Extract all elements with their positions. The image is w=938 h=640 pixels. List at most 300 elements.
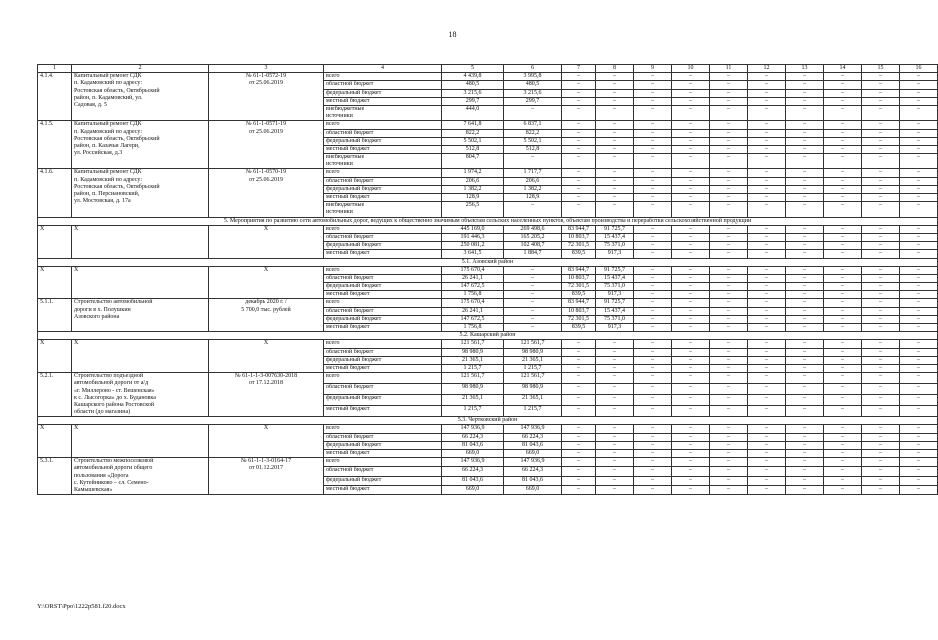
column-number: 3 bbox=[209, 65, 324, 73]
value-col11: – bbox=[710, 476, 748, 485]
value-col6: – bbox=[504, 105, 562, 120]
funding-source: местный бюджет bbox=[324, 291, 442, 299]
value-col10: – bbox=[672, 121, 710, 129]
value-col6: 1 215,7 bbox=[504, 406, 562, 417]
value-col8: – bbox=[596, 450, 634, 458]
funding-source: федеральный бюджет bbox=[324, 356, 442, 364]
value-col7: 10 803,7 bbox=[562, 307, 596, 315]
subsection-heading-title: 5.1. Азовский район bbox=[38, 258, 938, 266]
value-col9: – bbox=[634, 169, 672, 177]
value-col13: – bbox=[786, 356, 824, 364]
value-col16: – bbox=[900, 145, 938, 153]
value-col16: – bbox=[900, 291, 938, 299]
value-col7: – bbox=[562, 450, 596, 458]
value-col15: – bbox=[862, 364, 900, 372]
value-col6: – bbox=[504, 324, 562, 332]
value-col7: – bbox=[562, 395, 596, 406]
value-col9: – bbox=[634, 299, 672, 307]
value-col5: 822,2 bbox=[442, 129, 504, 137]
funding-source: федеральный бюджет bbox=[324, 441, 442, 449]
value-col9: – bbox=[634, 202, 672, 217]
value-col11: – bbox=[710, 458, 748, 467]
value-col6: 121 561,7 bbox=[504, 340, 562, 348]
value-col16: – bbox=[900, 105, 938, 120]
value-col12: – bbox=[748, 233, 786, 241]
value-col11: – bbox=[710, 97, 748, 105]
value-col11: – bbox=[710, 233, 748, 241]
funding-source: всего bbox=[324, 340, 442, 348]
value-col16: – bbox=[900, 340, 938, 348]
value-col10: – bbox=[672, 283, 710, 291]
value-col15: – bbox=[862, 185, 900, 193]
funding-source: местный бюджет bbox=[324, 250, 442, 258]
value-col8: 75 371,0 bbox=[596, 242, 634, 250]
value-col6: 3 995,8 bbox=[504, 73, 562, 81]
value-col16: – bbox=[900, 425, 938, 433]
value-col15: – bbox=[862, 458, 900, 467]
value-col16: – bbox=[900, 441, 938, 449]
value-col13: – bbox=[786, 266, 824, 274]
funding-source: всего bbox=[324, 73, 442, 81]
value-col15: – bbox=[862, 315, 900, 323]
value-col15: – bbox=[862, 137, 900, 145]
value-col15: – bbox=[862, 145, 900, 153]
value-col12: – bbox=[748, 340, 786, 348]
value-col5: 1 215,7 bbox=[442, 406, 504, 417]
value-col15: – bbox=[862, 299, 900, 307]
value-col15: – bbox=[862, 177, 900, 185]
value-col5: 81 043,6 bbox=[442, 441, 504, 449]
value-col10: – bbox=[672, 299, 710, 307]
funding-source: областной бюджет bbox=[324, 384, 442, 395]
value-col12: – bbox=[748, 97, 786, 105]
table-row bbox=[38, 299, 938, 307]
value-col14: – bbox=[824, 348, 862, 356]
value-col9: – bbox=[634, 154, 672, 169]
value-col16: – bbox=[900, 194, 938, 202]
value-col13: – bbox=[786, 425, 824, 433]
value-col16: – bbox=[900, 154, 938, 169]
value-col7: – bbox=[562, 73, 596, 81]
value-col9: – bbox=[634, 137, 672, 145]
value-col8: 91 725,7 bbox=[596, 266, 634, 274]
value-col7: 72 301,5 bbox=[562, 242, 596, 250]
value-col8: – bbox=[596, 340, 634, 348]
value-col9: – bbox=[634, 307, 672, 315]
value-col16: – bbox=[900, 450, 938, 458]
value-col15: – bbox=[862, 129, 900, 137]
funding-source: всего bbox=[324, 373, 442, 384]
value-col10: – bbox=[672, 373, 710, 384]
value-col12: – bbox=[748, 185, 786, 193]
funding-source: федеральный бюджет bbox=[324, 283, 442, 291]
value-col13: – bbox=[786, 250, 824, 258]
value-col12: – bbox=[748, 89, 786, 97]
value-col12: – bbox=[748, 384, 786, 395]
value-col9: – bbox=[634, 121, 672, 129]
value-col13: – bbox=[786, 89, 824, 97]
value-col13: – bbox=[786, 137, 824, 145]
value-col8: – bbox=[596, 145, 634, 153]
value-col7: – bbox=[562, 467, 596, 476]
value-col13: – bbox=[786, 194, 824, 202]
value-col6: 512,8 bbox=[504, 145, 562, 153]
value-col15: – bbox=[862, 340, 900, 348]
value-col11: – bbox=[710, 154, 748, 169]
value-col13: – bbox=[786, 450, 824, 458]
item-name: Капитальный ремонт СДК п. Кадамовский по адресу: Ростовская область, Октябрьский район, п. Казачьи Лагери, ул. Российская, д.3 bbox=[72, 121, 209, 169]
value-col14: – bbox=[824, 169, 862, 177]
item-name: Х bbox=[72, 266, 209, 299]
value-col7: 839,5 bbox=[562, 324, 596, 332]
table-row bbox=[38, 266, 938, 274]
value-col7: – bbox=[562, 458, 596, 467]
value-col8: – bbox=[596, 433, 634, 441]
value-col5: 21 365,1 bbox=[442, 395, 504, 406]
value-col9: – bbox=[634, 97, 672, 105]
value-col9: – bbox=[634, 425, 672, 433]
value-col9: – bbox=[634, 177, 672, 185]
value-col8: 91 725,7 bbox=[596, 225, 634, 233]
column-number: 16 bbox=[900, 65, 938, 73]
item-number: 4.1.5. bbox=[38, 121, 72, 169]
value-col14: – bbox=[824, 373, 862, 384]
value-col10: – bbox=[672, 105, 710, 120]
value-col11: – bbox=[710, 283, 748, 291]
value-col12: – bbox=[748, 458, 786, 467]
funding-source: всего bbox=[324, 169, 442, 177]
value-col16: – bbox=[900, 384, 938, 395]
value-col13: – bbox=[786, 307, 824, 315]
value-col14: – bbox=[824, 425, 862, 433]
value-col5: 26 241,1 bbox=[442, 274, 504, 282]
item-number: Х bbox=[38, 266, 72, 299]
value-col13: – bbox=[786, 476, 824, 485]
value-col14: – bbox=[824, 129, 862, 137]
value-col5: 66 224,3 bbox=[442, 433, 504, 441]
value-col6: 98 980,9 bbox=[504, 384, 562, 395]
value-col11: – bbox=[710, 169, 748, 177]
value-col11: – bbox=[710, 315, 748, 323]
value-col12: – bbox=[748, 177, 786, 185]
value-col9: – bbox=[634, 433, 672, 441]
funding-source: всего bbox=[324, 225, 442, 233]
item-number: 4.1.4. bbox=[38, 73, 72, 121]
value-col9: – bbox=[634, 356, 672, 364]
item-name: Капитальный ремонт СДК п. Кадамовский по адресу: Ростовская область, Октябрьский район, п. Персиановский, ул. Мостовская, д. 17а bbox=[72, 169, 209, 217]
value-col8: – bbox=[596, 137, 634, 145]
value-col5: 5 502,1 bbox=[442, 137, 504, 145]
value-col14: – bbox=[824, 299, 862, 307]
value-col6: 299,7 bbox=[504, 97, 562, 105]
value-col13: – bbox=[786, 348, 824, 356]
value-col10: – bbox=[672, 315, 710, 323]
value-col13: – bbox=[786, 458, 824, 467]
value-col16: – bbox=[900, 137, 938, 145]
value-col11: – bbox=[710, 129, 748, 137]
value-col6: 669,0 bbox=[504, 485, 562, 494]
value-col16: – bbox=[900, 81, 938, 89]
value-col7: – bbox=[562, 406, 596, 417]
value-col16: – bbox=[900, 364, 938, 372]
value-col13: – bbox=[786, 105, 824, 120]
column-number: 9 bbox=[634, 65, 672, 73]
value-col15: – bbox=[862, 169, 900, 177]
value-col8: 917,3 bbox=[596, 250, 634, 258]
value-col14: – bbox=[824, 194, 862, 202]
value-col13: – bbox=[786, 73, 824, 81]
value-col14: – bbox=[824, 177, 862, 185]
value-col6: – bbox=[504, 315, 562, 323]
value-col14: – bbox=[824, 395, 862, 406]
table-row bbox=[38, 73, 938, 81]
value-col5: 480,5 bbox=[442, 81, 504, 89]
value-col14: – bbox=[824, 105, 862, 120]
funding-source: местный бюджет bbox=[324, 145, 442, 153]
value-col6: 102 408,7 bbox=[504, 242, 562, 250]
value-col15: – bbox=[862, 121, 900, 129]
value-col10: – bbox=[672, 129, 710, 137]
value-col6: 6 837,1 bbox=[504, 121, 562, 129]
value-col7: 839,5 bbox=[562, 250, 596, 258]
value-col11: – bbox=[710, 441, 748, 449]
value-col11: – bbox=[710, 202, 748, 217]
funding-source: областной бюджет bbox=[324, 129, 442, 137]
funding-source: областной бюджет bbox=[324, 233, 442, 241]
value-col7: – bbox=[562, 476, 596, 485]
value-col7: – bbox=[562, 384, 596, 395]
value-col9: – bbox=[634, 73, 672, 81]
value-col12: – bbox=[748, 364, 786, 372]
value-col15: – bbox=[862, 425, 900, 433]
value-col5: 147 672,5 bbox=[442, 283, 504, 291]
value-col5: 206,6 bbox=[442, 177, 504, 185]
value-col16: – bbox=[900, 406, 938, 417]
value-col6: – bbox=[504, 291, 562, 299]
value-col7: 83 944,7 bbox=[562, 225, 596, 233]
value-col5: 1 215,7 bbox=[442, 364, 504, 372]
value-col15: – bbox=[862, 194, 900, 202]
value-col15: – bbox=[862, 242, 900, 250]
value-col8: 75 371,0 bbox=[596, 315, 634, 323]
value-col10: – bbox=[672, 307, 710, 315]
value-col8: – bbox=[596, 364, 634, 372]
item-number: 4.1.6. bbox=[38, 169, 72, 217]
value-col10: – bbox=[672, 81, 710, 89]
value-col14: – bbox=[824, 384, 862, 395]
value-col14: – bbox=[824, 441, 862, 449]
value-col10: – bbox=[672, 441, 710, 449]
value-col5: 445 169,0 bbox=[442, 225, 504, 233]
value-col8: – bbox=[596, 194, 634, 202]
value-col11: – bbox=[710, 185, 748, 193]
value-col10: – bbox=[672, 324, 710, 332]
value-col9: – bbox=[634, 274, 672, 282]
value-col7: – bbox=[562, 433, 596, 441]
value-col15: – bbox=[862, 485, 900, 494]
value-col13: – bbox=[786, 364, 824, 372]
value-col10: – bbox=[672, 340, 710, 348]
value-col10: – bbox=[672, 384, 710, 395]
value-col6: 98 980,9 bbox=[504, 348, 562, 356]
value-col5: 1 756,8 bbox=[442, 291, 504, 299]
value-col14: – bbox=[824, 315, 862, 323]
value-col16: – bbox=[900, 73, 938, 81]
value-col11: – bbox=[710, 242, 748, 250]
value-col10: – bbox=[672, 73, 710, 81]
value-col16: – bbox=[900, 458, 938, 467]
value-col10: – bbox=[672, 364, 710, 372]
value-col8: – bbox=[596, 97, 634, 105]
item-number: Х bbox=[38, 340, 72, 373]
value-col8: 15 437,4 bbox=[596, 307, 634, 315]
value-col9: – bbox=[634, 406, 672, 417]
value-col11: – bbox=[710, 356, 748, 364]
value-col9: – bbox=[634, 242, 672, 250]
value-col8: – bbox=[596, 395, 634, 406]
funding-source: местный бюджет bbox=[324, 194, 442, 202]
value-col10: – bbox=[672, 266, 710, 274]
value-col11: – bbox=[710, 89, 748, 97]
funding-source: местный бюджет bbox=[324, 406, 442, 417]
value-col8: 917,3 bbox=[596, 324, 634, 332]
value-col11: – bbox=[710, 307, 748, 315]
funding-source: областной бюджет bbox=[324, 274, 442, 282]
program-table bbox=[37, 64, 938, 495]
funding-source: внебюджетные источники bbox=[324, 105, 442, 120]
funding-source: местный бюджет bbox=[324, 364, 442, 372]
value-col16: – bbox=[900, 121, 938, 129]
value-col7: – bbox=[562, 121, 596, 129]
value-col13: – bbox=[786, 233, 824, 241]
value-col13: – bbox=[786, 145, 824, 153]
value-col16: – bbox=[900, 356, 938, 364]
value-col11: – bbox=[710, 485, 748, 494]
value-col13: – bbox=[786, 406, 824, 417]
item-document: Х bbox=[209, 266, 324, 299]
value-col8: – bbox=[596, 105, 634, 120]
value-col5: 121 561,7 bbox=[442, 373, 504, 384]
funding-source: федеральный бюджет bbox=[324, 315, 442, 323]
column-number: 8 bbox=[596, 65, 634, 73]
value-col5: 98 980,9 bbox=[442, 348, 504, 356]
item-number: 5.2.1. bbox=[38, 373, 72, 417]
value-col16: – bbox=[900, 307, 938, 315]
value-col14: – bbox=[824, 242, 862, 250]
value-col12: – bbox=[748, 315, 786, 323]
funding-source: федеральный бюджет bbox=[324, 185, 442, 193]
value-col7: 83 944,7 bbox=[562, 299, 596, 307]
value-col13: – bbox=[786, 283, 824, 291]
value-col9: – bbox=[634, 145, 672, 153]
section-heading-title: 5. Мероприятия по развитию сети автомобильных дорог, ведущих к общественно значимым объектам сельских населенных пунктов, объектам производства и переработки сельскохозяйственной продукции bbox=[38, 217, 938, 225]
value-col7: – bbox=[562, 202, 596, 217]
value-col5: 81 043,6 bbox=[442, 476, 504, 485]
value-col8: – bbox=[596, 129, 634, 137]
value-col6: 81 043,6 bbox=[504, 441, 562, 449]
value-col15: – bbox=[862, 89, 900, 97]
value-col15: – bbox=[862, 467, 900, 476]
value-col12: – bbox=[748, 373, 786, 384]
item-document: № 61-1-1-3-007630-2018 от 17.12.2018 bbox=[209, 373, 324, 417]
item-document: № 61-1-0571-19 от 25.06.2019 bbox=[209, 121, 324, 169]
value-col10: – bbox=[672, 348, 710, 356]
value-col12: – bbox=[748, 283, 786, 291]
value-col6: – bbox=[504, 266, 562, 274]
value-col6: 21 365,1 bbox=[504, 395, 562, 406]
value-col16: – bbox=[900, 185, 938, 193]
value-col8: – bbox=[596, 154, 634, 169]
value-col5: 1 974,2 bbox=[442, 169, 504, 177]
value-col14: – bbox=[824, 283, 862, 291]
value-col8: – bbox=[596, 406, 634, 417]
funding-source: федеральный бюджет bbox=[324, 89, 442, 97]
value-col14: – bbox=[824, 185, 862, 193]
value-col14: – bbox=[824, 476, 862, 485]
value-col10: – bbox=[672, 185, 710, 193]
value-col14: – bbox=[824, 433, 862, 441]
value-col6: 822,2 bbox=[504, 129, 562, 137]
value-col5: 7 641,8 bbox=[442, 121, 504, 129]
value-col8: – bbox=[596, 81, 634, 89]
value-col13: – bbox=[786, 121, 824, 129]
file-path-footer: Y:\ORST\Ppo\1222p581.f20.docx bbox=[37, 603, 126, 610]
value-col9: – bbox=[634, 185, 672, 193]
value-col5: 128,9 bbox=[442, 194, 504, 202]
value-col13: – bbox=[786, 81, 824, 89]
value-col16: – bbox=[900, 433, 938, 441]
value-col12: – bbox=[748, 324, 786, 332]
value-col14: – bbox=[824, 458, 862, 467]
value-col14: – bbox=[824, 137, 862, 145]
value-col11: – bbox=[710, 177, 748, 185]
value-col7: 72 301,5 bbox=[562, 283, 596, 291]
column-number: 13 bbox=[786, 65, 824, 73]
value-col13: – bbox=[786, 373, 824, 384]
value-col10: – bbox=[672, 97, 710, 105]
value-col9: – bbox=[634, 266, 672, 274]
value-col6: 5 502,1 bbox=[504, 137, 562, 145]
value-col9: – bbox=[634, 129, 672, 137]
value-col11: – bbox=[710, 324, 748, 332]
value-col12: – bbox=[748, 137, 786, 145]
value-col9: – bbox=[634, 233, 672, 241]
value-col5: 444,0 bbox=[442, 105, 504, 120]
value-col14: – bbox=[824, 291, 862, 299]
value-col15: – bbox=[862, 154, 900, 169]
value-col16: – bbox=[900, 250, 938, 258]
value-col8: 15 437,4 bbox=[596, 233, 634, 241]
value-col7: – bbox=[562, 340, 596, 348]
value-col6: – bbox=[504, 154, 562, 169]
subsection-heading bbox=[38, 332, 938, 340]
value-col7: – bbox=[562, 81, 596, 89]
value-col9: – bbox=[634, 373, 672, 384]
value-col6: 121 561,7 bbox=[504, 373, 562, 384]
item-name: Х bbox=[72, 340, 209, 373]
column-number: 14 bbox=[824, 65, 862, 73]
value-col11: – bbox=[710, 73, 748, 81]
value-col15: – bbox=[862, 105, 900, 120]
value-col13: – bbox=[786, 441, 824, 449]
value-col14: – bbox=[824, 266, 862, 274]
value-col8: – bbox=[596, 73, 634, 81]
item-name: Х bbox=[72, 225, 209, 258]
value-col8: – bbox=[596, 185, 634, 193]
value-col8: 91 725,7 bbox=[596, 299, 634, 307]
value-col15: – bbox=[862, 476, 900, 485]
value-col9: – bbox=[634, 194, 672, 202]
